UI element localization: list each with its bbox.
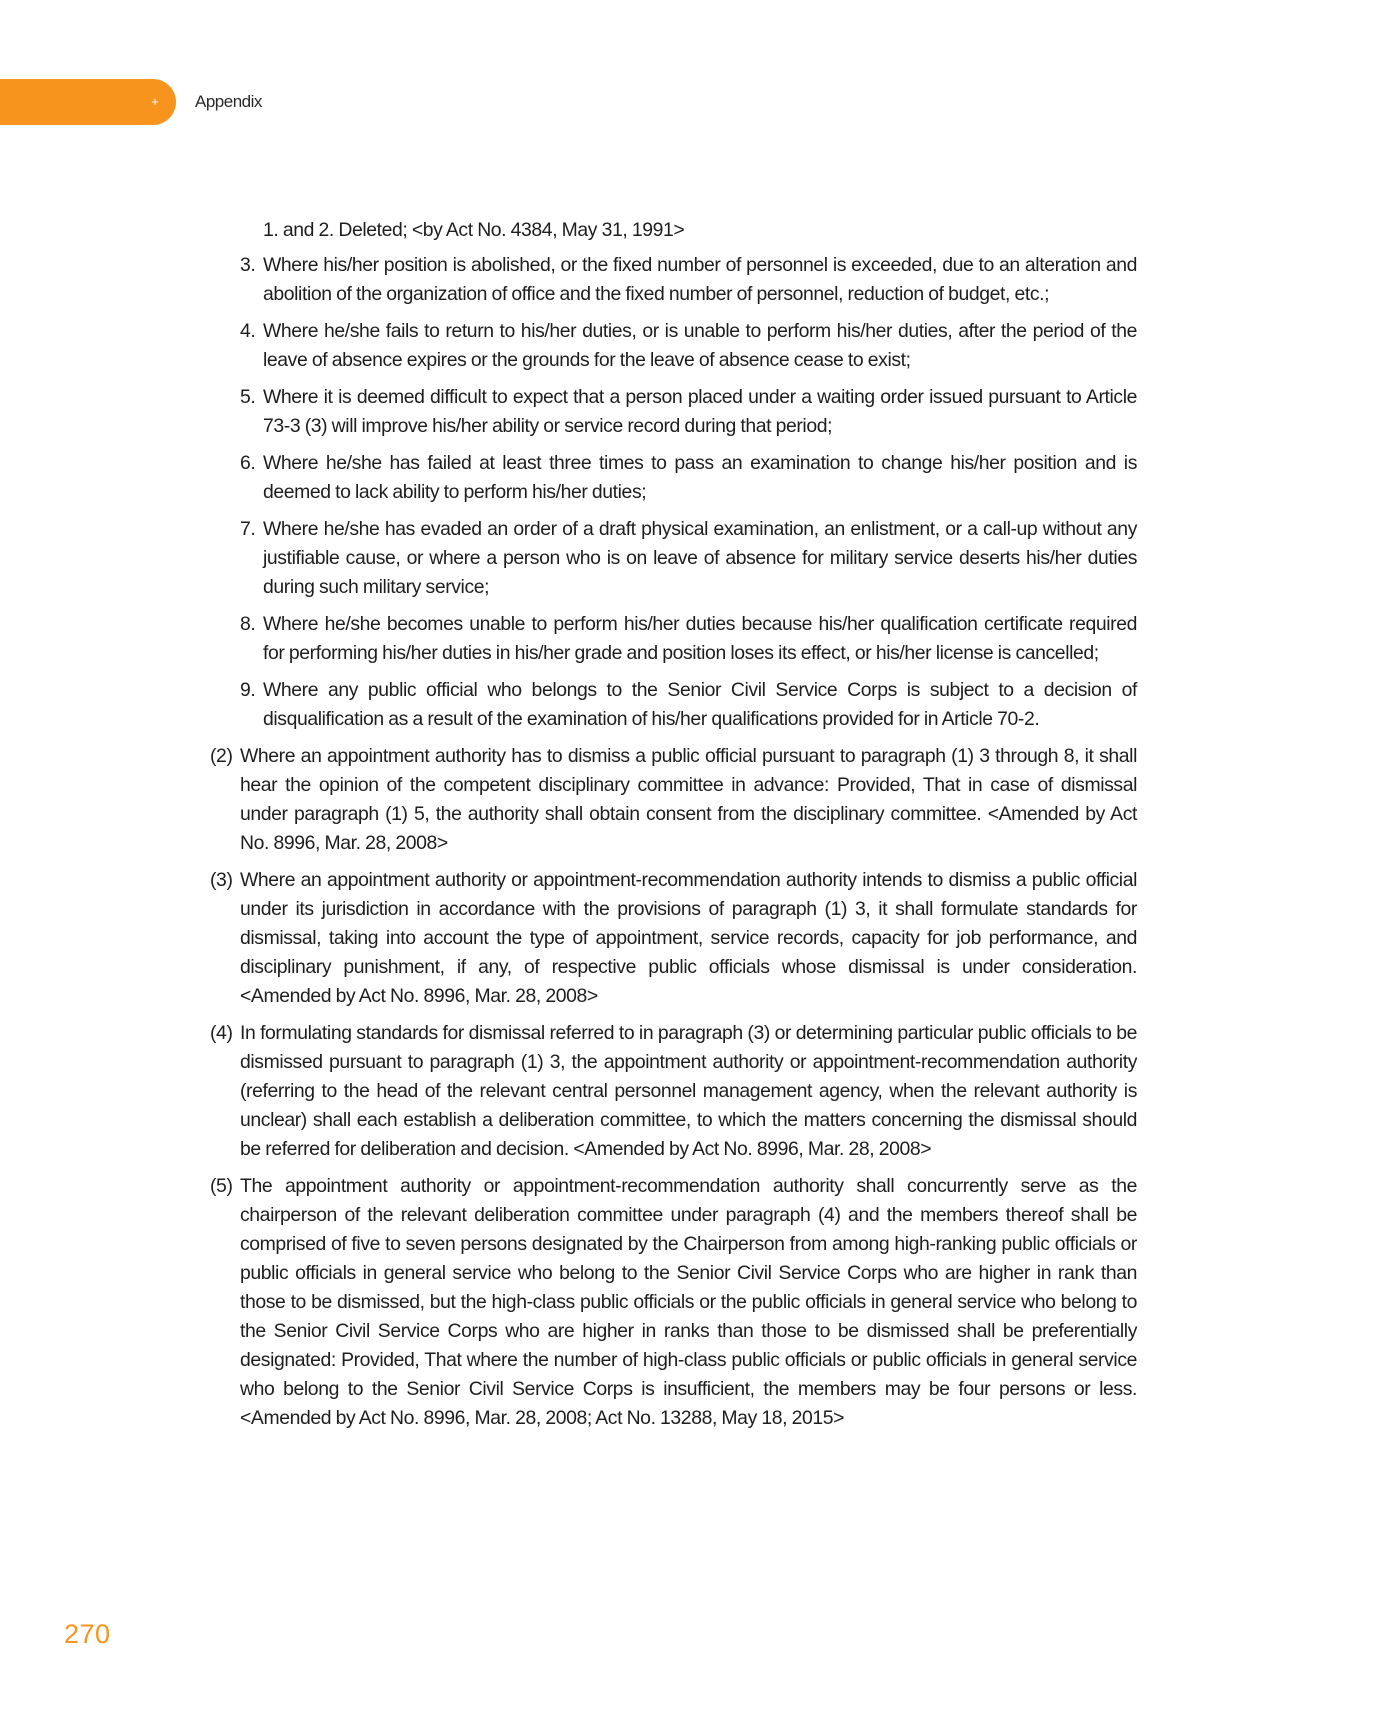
section-title: Appendix <box>195 92 262 111</box>
list-item-number: 8. <box>240 613 256 635</box>
paragraph <box>210 1019 1137 1164</box>
paragraph-number: (4) <box>210 1022 233 1044</box>
list-item-text: Where he/she fails to return to his/her duties, or is unable to perform his/her duties, after the period of the leave of absence expires or the grounds for the leave of absence cease to exist; <box>263 320 1137 371</box>
paragraph-text: The appointment authority or appointment-recommendation authority shall concurrently serve as the chairperson of the relevant deliberation committee under paragraph (4) and the members thereof shall be comprised of five to seven persons designated by the Chairperson from among high-ranking public officials or public officials in general service who belong to the Senior Civil Service Corps who are higher in rank than those to be dismissed, but the high-class public officials or the public officials in general service who belong to the Senior Civil Service Corps who are higher in ranks than those to be dismissed shall be preferentially designated: Provided, That where the number of high-class public officials or public officials in general service who belong to the Senior Civil Service Corps is insufficient, the members may be four persons or less. <Amended by Act No. 8996, Mar. 28, 2008; Act No. 13288, May 18, 2015> <box>240 1175 1137 1429</box>
page-number: 270 <box>64 1619 111 1649</box>
plus-icon: + <box>151 94 159 109</box>
list-item-text: Where he/she has failed at least three times to pass an examination to change his/her position and is deemed to lack ability to perform his/her duties; <box>263 452 1137 503</box>
list-item-number: 4. <box>240 320 256 342</box>
paragraph-number: (3) <box>210 869 233 891</box>
list-item <box>240 515 1137 602</box>
list-item-text: Where it is deemed difficult to expect that a person placed under a waiting order issued pursuant to Article 73-3 (3) will improve his/her ability or service record during that period; <box>263 386 1137 437</box>
list-item <box>240 449 1137 507</box>
list-item-number: 3. <box>240 254 256 276</box>
list-item-text: Where his/her position is abolished, or the fixed number of personnel is exceeded, due to an alteration and abolition of the organization of office and the fixed number of personnel, reduction of budget, etc.; <box>263 254 1137 305</box>
list-item <box>240 317 1137 375</box>
paragraph-text: Where an appointment authority or appointment-recommendation authority intends to dismiss a public official under its jurisdiction in accordance with the provisions of paragraph (1) 3, it shall formulate standards for dismissal, taking into account the type of appointment, service records, capacity for job performance, and disciplinary punishment, if any, of respective public officials whose dismissal is under consideration. <Amended by Act No. 8996, Mar. 28, 2008> <box>240 869 1137 1007</box>
paragraph-number: (5) <box>210 1175 233 1197</box>
list-item <box>240 676 1137 734</box>
paragraph <box>210 1172 1137 1433</box>
paragraph <box>210 742 1137 858</box>
list-item <box>240 610 1137 668</box>
list-item-text: Where he/she becomes unable to perform his/her duties because his/her qualification certificate required for performing his/her duties in his/her grade and position loses its effect, or his/her license is cancelled; <box>263 613 1137 664</box>
list-item <box>240 251 1137 309</box>
list-item-number: 9. <box>240 679 256 701</box>
document-body <box>0 216 1400 1441</box>
list-item <box>263 216 1137 245</box>
paragraph-text: In formulating standards for dismissal referred to in paragraph (3) or determining particular public officials to be dismissed pursuant to paragraph (1) 3, the appointment authority or appointment-recommendation authority (referring to the head of the relevant central personnel management agency, when the relevant authority is unclear) shall each establish a deliberation committee, to which the matters concerning the dismissal should be referred for deliberation and decision. <Amended by Act No. 8996, Mar. 28, 2008> <box>240 1022 1137 1160</box>
list-item-text: Where he/she has evaded an order of a draft physical examination, an enlistment, or a call-up without any justifiable cause, or where a person who is on leave of absence for military service deserts his/her duties during such military service; <box>263 518 1137 598</box>
list-item-text: 1. and 2. Deleted; <by Act No. 4384, May 31, 1991> <box>263 219 685 241</box>
paragraph-text: Where an appointment authority has to dismiss a public official pursuant to paragraph (1) 3 through 8, it shall hear the opinion of the competent disciplinary committee in advance: Provided, That in case of dismissal under paragraph (1) 5, the authority shall obtain consent from the disciplinary committee. <Amended by Act No. 8996, Mar. 28, 2008> <box>240 745 1137 854</box>
list-item-number: 6. <box>240 452 256 474</box>
paragraph-number: (2) <box>210 745 233 767</box>
list-item-number: 7. <box>240 518 256 540</box>
list-item <box>240 383 1137 441</box>
list-item-text: Where any public official who belongs to the Senior Civil Service Corps is subject to a decision of disqualification as a result of the examination of his/her qualifications provided for in Article 70-2. <box>263 679 1137 730</box>
paragraph <box>210 866 1137 1011</box>
list-item-number: 5. <box>240 386 256 408</box>
